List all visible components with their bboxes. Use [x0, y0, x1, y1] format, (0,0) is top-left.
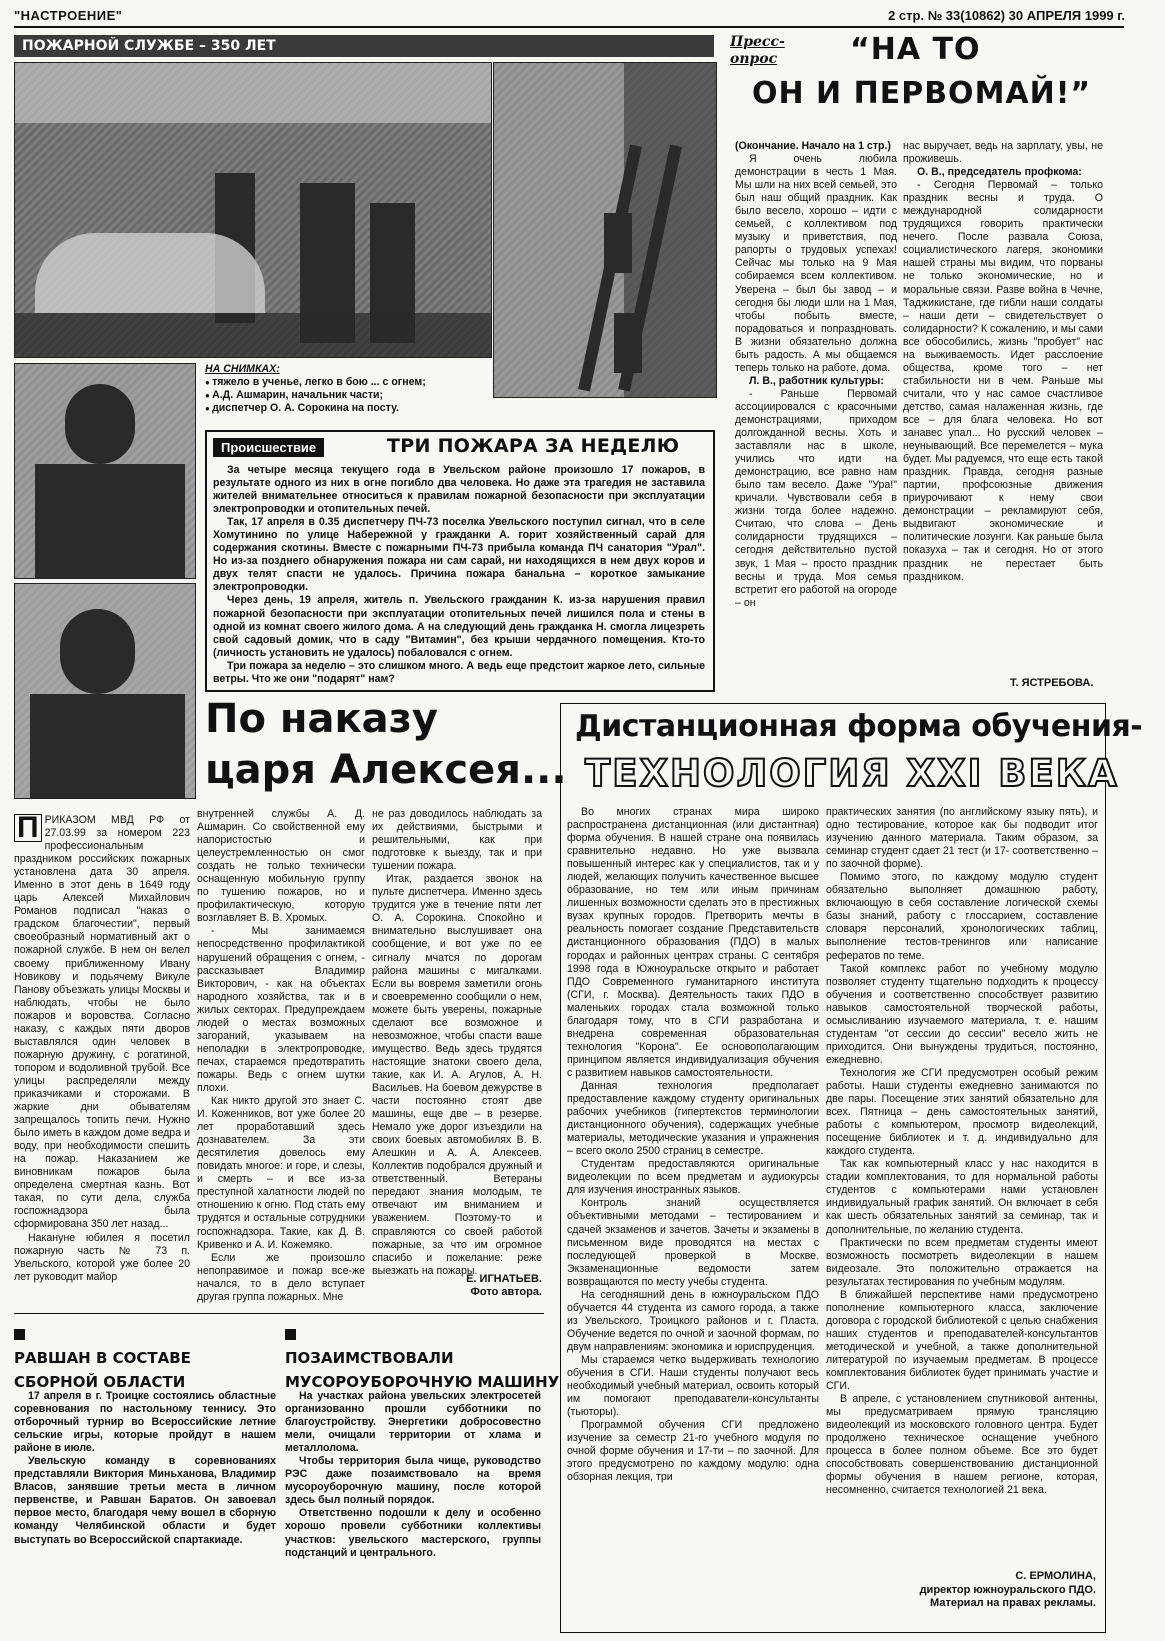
photo-ladder-building	[493, 62, 717, 398]
photo-firefighters-training	[14, 62, 492, 358]
tsar-paragraph: Как никто другой это знает С. И. Коженников, вот уже более 20 лет проработавший здесь дознавателем. За эти десятилетия довелось ему повидать многое: и горе, и слезы, и смерть – и все из-за преступной халатности людей по отношению к огню. Под стать ему трудятся и остальные сотрудники госпожнадзора. Такие, как Д. В. Кривенко и А. И. Кожемяко.	[197, 1095, 365, 1251]
distance-col-2	[826, 806, 1098, 1497]
distance-paragraph: Контроль знаний осуществляется объективными методами – тестированием и сдачей экзаменов и зачетов. Зачеты и экзамены в письменном виде проводятся на местах с последующей проверкой в Москве. Экзаменационные ведомости затем возвращаются по месту учебы студента.	[567, 1197, 819, 1288]
press-paragraph: Я очень любила демонстрации в честь 1 Мая. Мы шли на них всей семьей, это был наш общий праздник. Как было весело, хорошо – идти с семьей, с коллективом под музыку и приветствия, под рапорты о трудовых успехах! Сейчас мы только на 9 Мая собираемся всем коллективом. Уверена – был бы завод – и сегодня бы люди шли на 1 Мая, чтобы побыть вместе, порадоваться и попраздновать. В жизни обязательно должна быть радость. А мы общаемся теперь только на работе, дома.	[735, 153, 897, 374]
distance-paragraph: Такой комплекс работ по учебному модулю позволяет студенту тщательно подходить к процессу обучения и соответственно способствует развитию навыков самостоятельной творческой работы, осмысливанию изучаемого материала, т. е. нашим студентам "от сессии до сессии" весело жить не приходится. Они вынуждены трудиться, постоянно, ежедневно.	[826, 962, 1098, 1066]
drop-cap: П	[14, 814, 42, 842]
distance-paragraph: Студентам предоставляются оригинальные видеолекции по всем предметам и аудиокурсы для изучения иностранных языков.	[567, 1158, 819, 1197]
press-title-line2: ОН И ПЕРВОМАЙ!”	[752, 76, 1092, 111]
incident-text	[213, 464, 705, 686]
press-rubric-line2: опрос	[730, 51, 778, 67]
borrow-title-line2: МУСОРОУБОРОЧНУЮ МАШИНУ	[285, 1373, 560, 1391]
photo-ashmarin	[14, 363, 196, 579]
tsar-paragraph: Итак, раздается звонок на пульте диспетчера. Именно здесь трудится уже в течение пяти лет О. А. Сорокина. Спокойно и внимательно выслушивает она сообщение, и вот уже по ее сигналу мчатся по дорогам района машины с мигалками. Если вы вовремя заметили огонь и своевременно сообщили о нем, можете быть уверены, пожарные сделают все возможное и невозможное, чтобы спасти ваше имущество. Ведь здесь трудятся настоящие знатоки своего дела, такие, как И. А. Агулов, А. Н. Васильев. На боевом дежурстве в части постоянно стоят две машины, еще две – в резерве. Немало уже дорог изъездили на своих боевых автомобилях В. В. Алешкин и А. А. Алексеев. Коллектив подобрался дружный и ответственный. Ветераны передают знания молодым, те отвечают им вниманием и уважением. Поэтому-то и справляются со своей работой пожарные, за что им огромное спасибо и пожелание: реже выезжать на пожары.	[372, 873, 542, 1277]
distance-paragraph: Так как компьютерный класс у нас находится в стадии комплектования, то для нормальной работы студентов с компьютерами нами установлен индивидуальный график занятий. Он включает в себя как шесть обязательных занятий за семинар, так и дополнительные, по желанию студента.	[826, 1158, 1098, 1236]
distance-paragraph: В апреле, с установлением спутниковой антенны, мы предусматриваем прямую трансляцию видеолекций из московского головного центра. Будет продолжено техническое оснащение учебного процесса в более полном объеме. Все это будет способствовать совершенствованию дистанционной формы обучения в нашем регионе, которая, несомненно, считается технологией 21 века.	[826, 1393, 1098, 1497]
press-rubric-line1: Пресс-	[730, 34, 785, 50]
distance-author: С. ЕРМОЛИНА,	[1015, 1570, 1096, 1582]
photo-sorokina	[14, 583, 196, 799]
newspaper-name: "НАСТРОЕНИЕ"	[14, 8, 123, 23]
borrow-text	[285, 1390, 541, 1560]
tsar-paragraph: не раз доводилось наблюдать за их действиями, быстрыми и решительными, как при подготовке к выезду, так и при тушении пожара.	[372, 808, 542, 873]
press-col-1	[735, 140, 897, 610]
borrow-title	[285, 1322, 559, 1394]
press-respondent: О. В., председатель профкома:	[917, 166, 1082, 179]
issue-line: 2 стр. № 33(10862) 30 АПРЕЛЯ 1999 г.	[888, 8, 1125, 23]
borrow-title-marker	[285, 1322, 559, 1346]
ravshan-title-line2: СБОРНОЙ ОБЛАСТИ	[14, 1373, 186, 1391]
borrow-paragraph: Ответственно подошли к делу и особенно хорошо провели субботники коллективы участков: увельского мастерского, группы подстанций и центрального.	[285, 1507, 541, 1559]
fire-banner	[14, 35, 714, 57]
caption-item: ● А.Д. Ашмарин, начальник части;	[205, 389, 495, 402]
distance-title: Дистанционная форма обучения-	[575, 709, 1143, 744]
ravshan-text	[14, 1390, 276, 1547]
press-rubric	[730, 34, 785, 68]
photo-captions-title: НА СНИМКАХ:	[205, 363, 280, 375]
ravshan-title	[14, 1322, 191, 1394]
fire-banner-text: ПОЖАРНОЙ СЛУЖБЕ – 350 ЛЕТ	[22, 38, 276, 54]
incident-paragraph: Через день, 19 апреля, житель п. Увельского гражданин К. из-за нарушения правил пожарной безопасности при эксплуатации отопительных печей лишился пола и стены в одной из комнат своего жилого дома. А на следующий день гражданка Н. смогла лицезреть свой садовый домик, что в саду "Витамин", без крыши чердачного помещения. Кто-то (личность установить не удалось) побаловался с огнем.	[213, 594, 705, 659]
incident-box	[205, 430, 715, 692]
tsar-paragraph: Накануне юбилея я посетил пожарную часть № 73 п. Увельского, которой уже более 20 лет руководит майор	[14, 1231, 190, 1283]
tsar-author-note: Фото автора.	[470, 1286, 542, 1298]
distance-author-note: директор южноуральского ПДО.	[919, 1583, 1096, 1596]
press-paragraph: - Раньше Первомай ассоциировался с красочными демонстрациями, приходом долгожданной весны. Хоть и заставляли нас в школе, учились что идти на демонстрацию, все равно нам было там весело. Даже "Ура!" кричали. Чувствовали себя в жизни тогда более надежно. Считаю, что слова – День солидарности трудящихся – сегодня действительно пустой звук, 1 Мая – просто праздник весны и труда. Моя семья встретит его работой на огороде – он	[735, 387, 897, 609]
incident-rubric: Происшествие	[213, 438, 324, 457]
press-title-line1: “НА ТО	[850, 32, 981, 67]
section-marker	[14, 1329, 25, 1340]
distance-paragraph: Данная технология предполагает предоставление каждому студенту оригинальных рабочих учебников (гипертекстов терминологии дистанционного обучения), содержащих учебные материалы, методические указания и упражнения – всего около 2500 страниц в семестре.	[567, 1079, 819, 1158]
distance-col-1	[567, 806, 819, 1484]
tsar-title-line2: царя Алексея...	[205, 747, 567, 793]
tsar-bottom-rule	[14, 1313, 544, 1314]
masthead-rule	[14, 26, 1124, 28]
incident-paragraph: Так, 17 апреля в 0.35 диспетчеру ПЧ-73 поселка Увельского поступил сигнал, что в селе Хомутинино по улице Набережной у гражданки А. горит хозяйственный сарай для содержания скотины. Вместе с пожарными ПЧ-73 прибыла команда ПЧ санатория "Урал". Но из-за позднего обнаружения пожара ни сам сарай, ни находящихся в нем двух коров и двух телят спасти не удалось. Причина пожара банальна – короткое замыкание электропроводки.	[213, 516, 705, 594]
distance-paragraph: Помимо этого, по каждому модулю студент обязательно выполняет домашнюю работу, включающую в себя составление логической схемы базы знаний, работу с глоссарием, составление словаря персоналий, хронологических таблиц, выполнение тестов-тренингов или написание рефератов по теме.	[826, 871, 1098, 962]
caption-item: ● тяжело в ученье, легко в бою ... с огнем;	[205, 376, 495, 389]
press-respondent: Л. В., работник культуры:	[749, 374, 884, 387]
press-col-2	[903, 140, 1103, 584]
tsar-col-2	[197, 808, 365, 1304]
section-marker	[285, 1329, 296, 1340]
distance-paragraph: Во многих странах мира широко распространена дистанционная (или дистантная) форма обучения. В нашей стране она появилась сравнительно недавно. Но уже вызвала повышенный интерес как у специалистов, так и у людей, желающих получить качественное высшее образование, но тем или иным причинам лишенных возможности сделать это в престижных вузах крупных городов. Претворить мечты в реальность помогает создание Представительств дистанционного образования (ПДО) в малых городах и районных центрах страны. С сентября 1998 года в Южноуральске открыто и работает ПДО Современного гуманитарного института (СГИ, г. Москва). Деятельность таких ПДО в маленьких городах стала возможной только благодаря тому, что в СГИ разработана и внедрена современная образовательная технология "Корона". Ее основополагающим принципом является индивидуализация обучения с развитием навыков самостоятельности.	[567, 806, 819, 1079]
press-paragraph: - Сегодня Первомай – только праздник весны и труда. О международной солидарности трудящихся говорить практически нечего. После развала Союза, социалистического лагеря, экономики нашей страны мы видим, что порваны не только экономические, но и моральные связи. Разве война в Чечне, Таджикистане, где гибли наши солдаты – наши дети – свидетельствует о солидарности? К сожалению, и мы сами все обособились, жизнь "пробует" нас на выживаемость. Идет расслоение общества, кроме того – нет стабильности ни в чем. Раньше мы считали, что у нас самое счастливое детство, самая налаженная жизнь, где все – для блага человека. Но вот занавес упал... Но русский человек – неунывающий. Все перемелется – мука будет. Мы радуемся, что еще есть такой праздник. Правда, сегодня разные партии, профсоюзные движения приурочивают к нему свои демонстрации – рекламируют себя, выдвигают экономические и политические лозунги. Как раньше была показуха – так и сегодня. Но от этого праздник не перестает быть праздником.	[903, 179, 1103, 583]
ravshan-paragraph: Увельскую команду в соревнованиях представляли Виктория Миньханова, Владимир Власов, занявшие третьи места в личном первенстве, и Равшан Баратов. Он завоевал первое место, благодаря чему вошел в сборную команду Челябинской области и будет выступать во Всероссийской спартакиаде.	[14, 1455, 276, 1546]
tsar-col-3	[372, 808, 542, 1278]
incident-title: ТРИ ПОЖАРА ЗА НЕДЕЛЮ	[387, 435, 680, 457]
distance-paragraph: Практически по всем предметам студенты имеют возможность посмотреть видеолекции в нашем видеозале. Это положительно отражается на результатах тестирования по учебным модулям.	[826, 1236, 1098, 1288]
press-paragraph: нас выручает, ведь на зарплату, увы, не проживешь.	[903, 140, 1103, 166]
distance-paragraph: Мы стараемся четко выдерживать технологию обучения в СГИ. Наши студенты получают весь необходимый учебный материал, освоить который им помогают преподаватели-консультанты (тьюторы).	[567, 1353, 819, 1419]
tsar-paragraph: Если же произошло непоправимое и пожар все-же начался, то в дело вступает другая группа пожарных. Мне	[197, 1251, 365, 1303]
distance-ad-note: Материал на правах рекламы.	[930, 1597, 1096, 1609]
borrow-paragraph: Чтобы территория была чище, руководство РЭС даже позаимствовало на время мусороуборочную машину, после которой здесь был полный порядок.	[285, 1455, 541, 1507]
photo-captions-list	[205, 376, 495, 415]
tsar-paragraph-lead	[14, 811, 190, 1232]
borrow-title-line1: ПОЗАИМСТВОВАЛИ	[285, 1349, 454, 1367]
incident-paragraph: За четыре месяца текущего года в Увельском районе произошло 17 пожаров, в результате одного из них в огне погибло два человека. Но даже эта трагедия не заставила жителей внимательнее относиться к правилам пожарной безопасности при эксплуатации электропроводки и отопительных печей.	[213, 464, 705, 516]
incident-paragraph: Три пожара за неделю – это слишком много. А ведь еще предстоит жаркое лето, сильные ветры. Что же они "подарят" нам?	[213, 659, 705, 685]
tsar-lead-text: РИКАЗОМ МВД РФ от 27.03.99 за номером 223 профессиональным праздником российских пожарных установлена дата 30 апреля. Именно в этот день в 1649 году царь Алексей Михайлович Романов подписал "наказ о градском благочестии", первый своеобразный нормативный акт о пожарной службе. В нем он велел своему приближенному Ивану Новикову и подьячему Викуле Панову объезжать улицы Москвы и наблюдать, чтобы не было пожаров и воровства. Согласно наказу, с каждых пяти дворов выставлялся один человек в пожарную дружину, с рогатиной, топором и водоливной трубой. Все улицы распределяли между приказчиками и сторожами. В жаркие дни обывателям запрещалось топить печи. Нужно было иметь в каждом доме ведра и воду, при необходимости спешить на пожар. Наказанием же виновникам пожаров была определена смертная казнь. Вот такая, по сути дела, служба госпожнадзора была сформирована 350 лет назад...	[14, 814, 190, 1231]
ravshan-title-line1-text: РАВШАН В СОСТАВЕ	[14, 1349, 191, 1367]
ravshan-title-line1	[14, 1322, 191, 1346]
tsar-paragraph: внутренней службы А. Д. Ашмарин. Со свойственной ему напористостью и целеустремленностью он смог создать не только технически оснащенную мобильную группу по тушению пожаров, но и профилактическую, которую возглавляет В. В. Хромых.	[197, 808, 365, 925]
distance-paragraph: практических занятия (по английскому языку пять), и одно тестирование, которое как бы подводит итог изучению данного материала. Таким образом, за семинар студент сдает 21 тест (и 17- соответственно – по заочной форме).	[826, 806, 1098, 871]
tsar-title-line1: По наказу	[205, 696, 438, 742]
distance-paragraph: Технология же СГИ предусмотрен особый режим работы. Наши студенты ежедневно занимаются по две пары. Посещение этих занятий обязательно для всех. Пятница – день самостоятельных занятий, работы с компьютером, просмотр видеолекций, посещение библиотек и т. д. индивидуально для каждого студента.	[826, 1066, 1098, 1158]
press-author: Т. ЯСТРЕБОВА.	[1010, 677, 1094, 689]
tsar-paragraph: - Мы занимаемся непосредственно профилактикой нарушений обращения с огнем, - рассказывает Владимир Викторович, - как на объектах народного хозяйства, так и в жилых секторах. Предупреждаем людей о местах возможных загораний, указываем на неполадки в электропроводке, печах, стараемся предотвратить пожары. Ведь с огнем шутки плохи.	[197, 925, 365, 1094]
distance-subtitle: ТЕХНОЛОГИЯ XXI ВЕКА	[585, 752, 1119, 795]
borrow-paragraph: На участках района увельских электросетей организованно прошли субботники по благоустройству. Энергетики добросовестно мели, очищали территории от хлама и металлолома.	[285, 1390, 541, 1455]
distance-paragraph: В ближайшей перспективе нами предусмотрено пополнение компьютерного класса, заключение договора с городской библиотекой с целью снабжения наших студентов и преподавателей-консультантов методической и учебной, а также дополнительной литературой по изучаемым предметам. В процессе комплектования библиотек будет принимать участие и СГИ.	[826, 1288, 1098, 1393]
distance-paragraph: На сегодняшний день в южноуральском ПДО обучается 44 студента из самого города, а также из Увельского, Троицкого районов и г. Пласта. Обучение ведется по очной и заочной формам, по двум направлениям: экономика и юриспруденция.	[567, 1288, 819, 1353]
tsar-author	[372, 1273, 542, 1299]
tsar-author-name: Е. ИГНАТЬЕВ.	[466, 1273, 542, 1285]
press-continuation-note: (Окончание. Начало на 1 стр.)	[735, 140, 891, 152]
caption-item: ● диспетчер О. А. Сорокина на посту.	[205, 402, 495, 415]
ravshan-paragraph: 17 апреля в г. Троицке состоялись областные соревнования по настольному теннису. Это отборочный турнир во Всероссийские летние сельские игры, которые пройдут в нашем районе в июле.	[14, 1390, 276, 1455]
photo-captions	[205, 363, 495, 415]
tsar-col-1	[14, 811, 190, 1284]
distance-signature	[826, 1570, 1096, 1611]
distance-paragraph: Программой обучения СГИ предложено изучение за семестр 21-го учебного модуля по очной форме обучения и 17-ти – по заочной. Для этого предусмотрено по каждому модулю: одна обзорная лекция, три	[567, 1419, 819, 1484]
